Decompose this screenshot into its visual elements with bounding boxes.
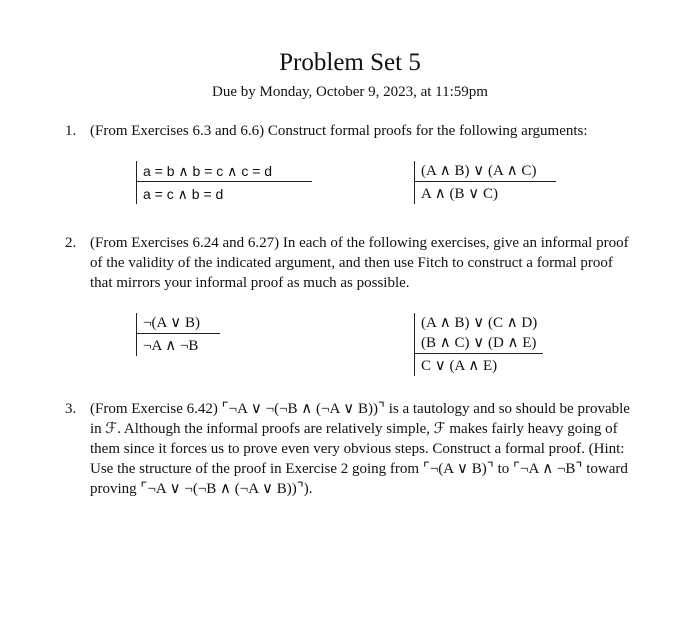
problem-number: 3. (65, 401, 77, 417)
fitch-argument (414, 313, 543, 376)
premise: a = b ∧ b = c ∧ c = d (143, 163, 273, 179)
problem-line: in ℱ. Although the informal proofs are relatively simple, ℱ makes fairly heavy going of (90, 421, 618, 437)
problem-line: (From Exercises 6.24 and 6.27) In each of the following exercises, give an informal proof (90, 235, 629, 251)
premises (415, 313, 543, 354)
premises (137, 161, 312, 182)
conclusion: a = c ∧ b = d (143, 186, 224, 202)
conclusion: A ∧ (B ∨ C) (421, 186, 498, 202)
fitch-argument (414, 161, 556, 204)
problem-text (90, 233, 629, 293)
problem-line: proving ⌜¬A ∨ ¬(¬B ∧ (¬A ∨ B))⌝). (90, 481, 313, 497)
problem-text (90, 121, 588, 141)
premise: (A ∧ B) ∨ (C ∧ D) (421, 315, 538, 331)
page-title: Problem Set 5 (279, 49, 421, 76)
problem-number: 2. (65, 235, 77, 251)
problem-line: (From Exercises 6.3 and 6.6) Construct formal proofs for the following arguments: (90, 123, 588, 139)
fitch-argument (136, 313, 220, 356)
premise: (B ∧ C) ∨ (D ∧ E) (421, 335, 537, 351)
premises (415, 161, 556, 182)
problem-line: Use the structure of the proof in Exercise 2 going from ⌜¬(A ∨ B)⌝ to ⌜¬A ∧ ¬B⌝ toward (90, 461, 628, 477)
problem-text (90, 399, 630, 499)
fitch-argument (136, 161, 312, 204)
problem-line: them since it forces us to prove even very obvious steps. Construct a formal proof. (Hint: (90, 441, 625, 457)
due-date: Due by Monday, October 9, 2023, at 11:59pm (212, 84, 488, 100)
premise: ¬(A ∨ B) (143, 315, 200, 331)
premises (137, 313, 220, 334)
conclusion: C ∨ (A ∧ E) (421, 358, 498, 374)
problem-line: of the validity of the indicated argument, and then use Fitch to construct a formal proof (90, 255, 613, 271)
problem-line: (From Exercise 6.42) ⌜¬A ∨ ¬(¬B ∧ (¬A ∨ B))⌝ is a tautology and so should be provable (90, 401, 630, 417)
premise: (A ∧ B) ∨ (A ∧ C) (421, 163, 537, 179)
problem-number: 1. (65, 123, 77, 139)
problem-line: that mirrors your informal proof as much as possible. (90, 275, 410, 291)
conclusion: ¬A ∧ ¬B (143, 338, 199, 354)
